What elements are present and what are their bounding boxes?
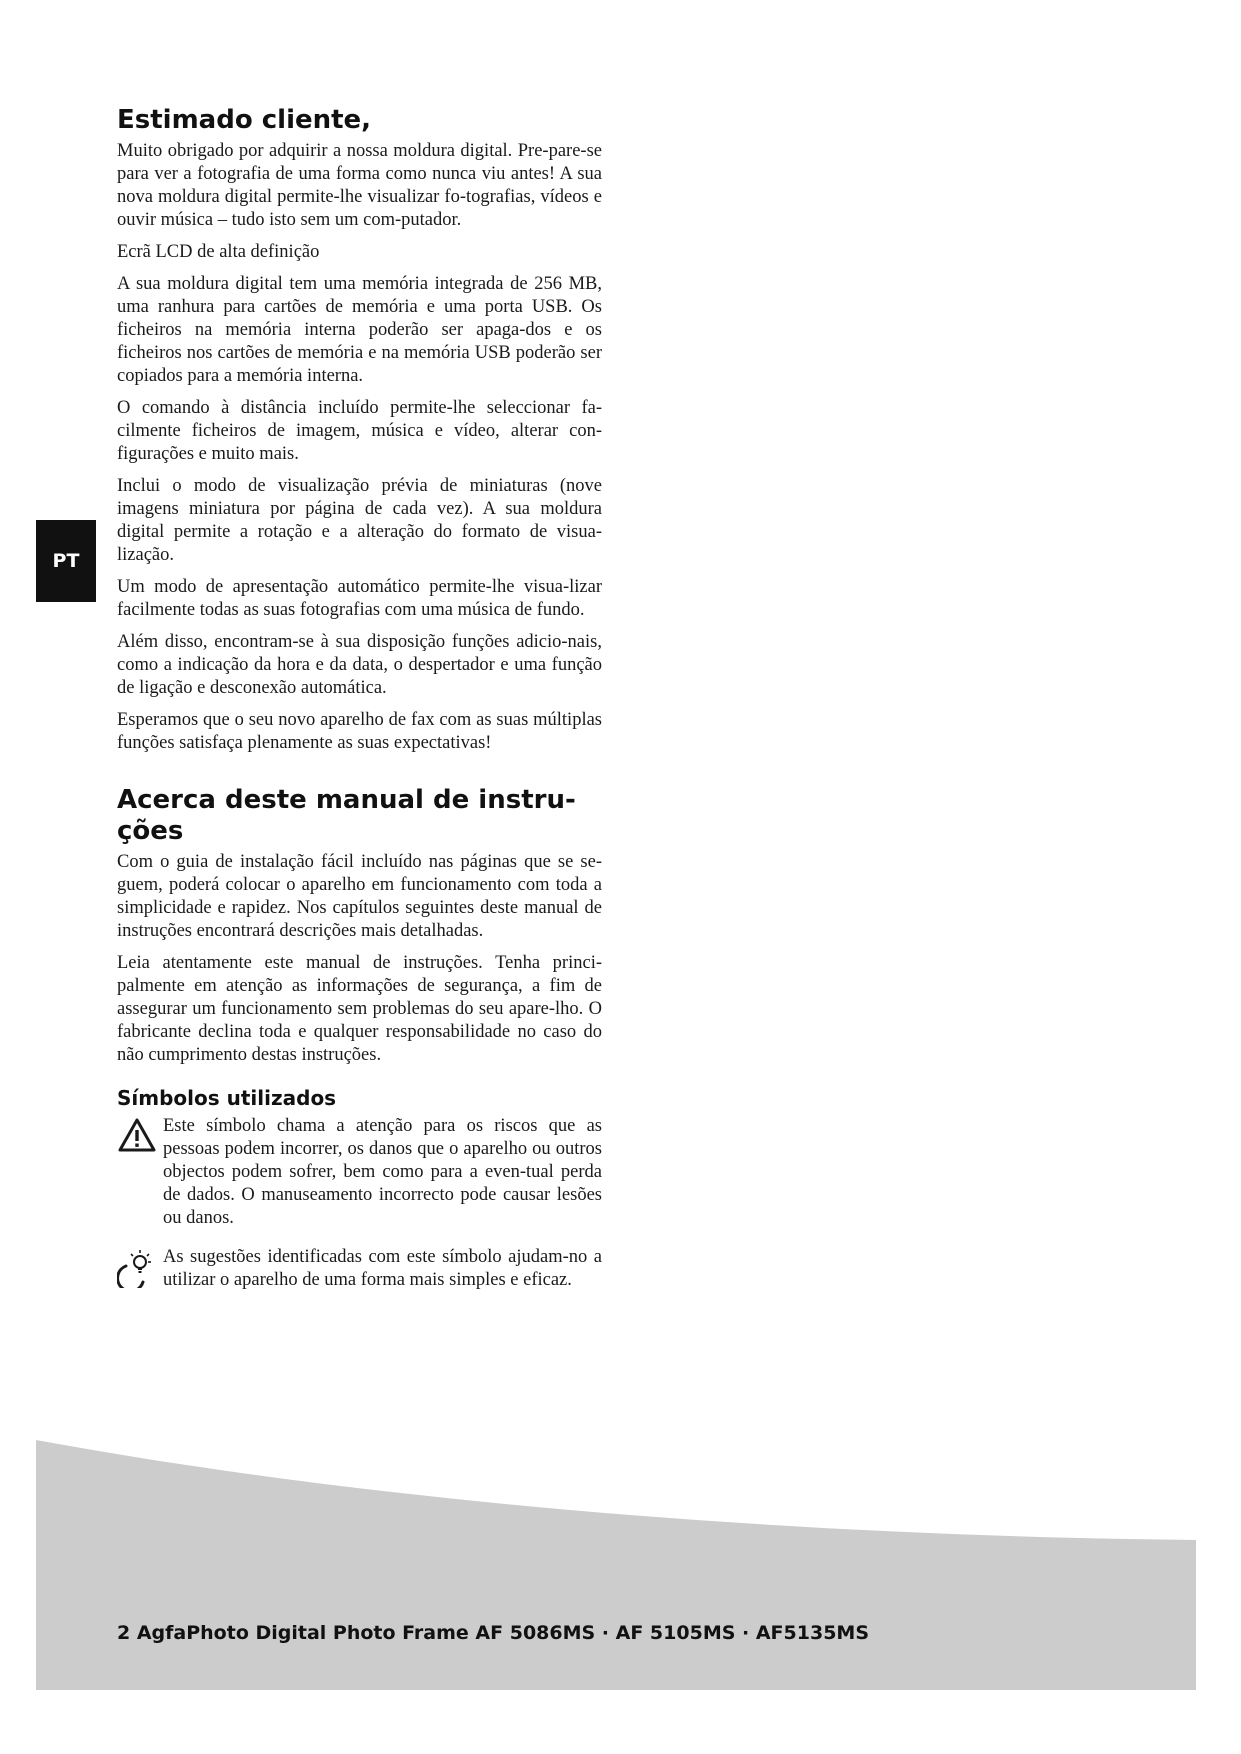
welcome-paragraph: Além disso, encontram-se à sua disposição funções adicio-nais, como a indicação da hora e da data, o despertador e uma função de ligação e desconexão automática. <box>117 632 602 698</box>
lightbulb-tip-icon <box>117 1246 163 1293</box>
warning-triangle-icon <box>117 1115 163 1158</box>
manual-paragraph: Com o guia de instalação fácil incluído nas páginas que se se-guem, poderá colocar o aparelho em funcionamento com toda a simplicidade e rapidez. Nos capítulos seguintes deste manual de instruções encontrará descrições mais detalhadas. <box>117 852 602 941</box>
symbol-description: Este símbolo chama a atenção para os riscos que as pessoas podem incorrer, os danos que o aparelho ou outros objectos podem sofrer, bem como para a even-tual perda de dados. O manuseamento incorrecto pode causar lesões ou danos. <box>163 1116 602 1228</box>
symbol-item-warning <box>117 1115 602 1230</box>
welcome-heading: Estimado cliente, <box>117 105 372 135</box>
welcome-paragraph: Inclui o modo de visualização prévia de miniaturas (nove imagens miniatura por página de cada vez). A sua moldura digital permite a rotação e a alteração do formato de visua-lização. <box>117 476 602 565</box>
welcome-paragraph: Um modo de apresentação automático permite-lhe visua-lizar facilmente todas as suas fotografias com uma música de fundo. <box>117 577 602 620</box>
main-column <box>117 105 602 1309</box>
symbol-item-tip <box>117 1246 602 1293</box>
manual-paragraph: Leia atentamente este manual de instruções. Tenha princi-palmente em atenção as informações de segurança, a fim de assegurar um funcionamento sem problemas do seu apare-lho. O fabricante declina toda e qualquer responsabilidade no caso do não cumprimento destas instruções. <box>117 953 602 1065</box>
welcome-paragraph: Ecrã LCD de alta definição <box>117 242 320 262</box>
footer-band <box>36 1440 1196 1690</box>
language-tab <box>36 520 96 602</box>
symbol-description: As sugestões identificadas com este símbolo ajudam-no a utilizar o aparelho de uma forma mais simples e eficaz. <box>163 1247 602 1290</box>
welcome-paragraph: Esperamos que o seu novo aparelho de fax com as suas múltiplas funções satisfaça plenamente as suas expectativas! <box>117 710 602 753</box>
symbols-heading: Símbolos utilizados <box>117 1086 337 1110</box>
footer-page-line: 2 AgfaPhoto Digital Photo Frame AF 5086MS · AF 5105MS · AF5135MS <box>117 1622 870 1644</box>
welcome-paragraph: A sua moldura digital tem uma memória integrada de 256 MB, uma ranhura para cartões de memória e uma porta USB. Os ficheiros na memória interna poderão ser apaga-dos e os ficheiros nos cartões de memória e na memória USB poderão ser copiados para a memória interna. <box>117 274 602 386</box>
manual-heading: Acerca deste manual de instru-ções <box>117 785 576 846</box>
language-tab-label: PT <box>52 550 80 572</box>
welcome-paragraph: O comando à distância incluído permite-lhe seleccionar fa-cilmente ficheiros de imagem, música e vídeo, alterar con-figurações e muito mais. <box>117 398 602 464</box>
welcome-paragraph: Muito obrigado por adquirir a nossa moldura digital. Pre-pare-se para ver a fotografia de uma forma como nunca viu antes! A sua nova moldura digital permite-lhe visualizar fo-tografias, vídeos e ouvir música – tudo isto sem um com-putador. <box>117 141 602 230</box>
